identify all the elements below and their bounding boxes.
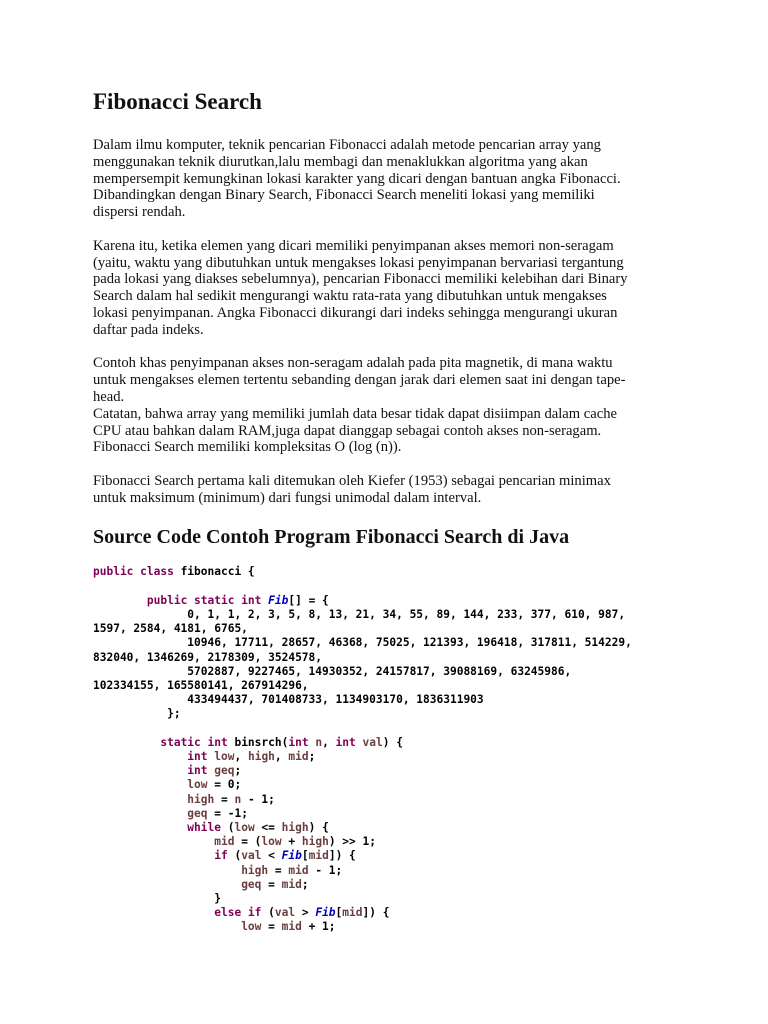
code-listing xyxy=(93,565,713,934)
code-token: n xyxy=(315,735,323,749)
code-line xyxy=(93,878,713,892)
paragraph-line: daftar pada indeks. xyxy=(93,321,204,338)
paragraph xyxy=(93,473,683,507)
document-content xyxy=(93,86,683,935)
code-token: + 1; xyxy=(301,920,336,934)
code-token: mid xyxy=(342,906,363,920)
paragraph-line: Fibonacci Search pertama kali ditemukan oleh Kiefer (1953) sebagai pencarian minimax xyxy=(93,472,611,489)
code-token: > xyxy=(295,906,316,920)
code-token: = 0; xyxy=(207,778,242,792)
code-line xyxy=(93,835,713,849)
code-token: mid xyxy=(308,849,329,863)
code-line xyxy=(93,821,713,835)
code-token xyxy=(93,807,187,820)
paragraph-line: menggunakan teknik diurutkan,lalu membagi dan menaklukkan algoritma yang akan xyxy=(93,153,588,170)
paragraph xyxy=(93,355,683,405)
code-token: mid xyxy=(281,920,302,934)
paragraph xyxy=(93,406,683,456)
code-token xyxy=(93,920,241,933)
code-token: low xyxy=(214,749,235,763)
code-token: + xyxy=(281,835,302,849)
code-line xyxy=(93,892,713,906)
code-token: ; xyxy=(301,877,309,891)
code-token: , xyxy=(322,735,336,749)
code-line xyxy=(93,679,713,693)
page-title: Fibonacci Search xyxy=(93,89,262,114)
code-line xyxy=(93,580,713,594)
code-token: high xyxy=(301,835,329,849)
code-line xyxy=(93,636,713,650)
code-token xyxy=(93,778,187,791)
paragraph-line: dispersi rendah. xyxy=(93,204,186,221)
code-line xyxy=(93,693,713,707)
code-token: val xyxy=(362,735,383,749)
code-token: = xyxy=(261,877,282,891)
code-token: = xyxy=(268,863,289,877)
section-heading: Source Code Contoh Program Fibonacci Search di Java xyxy=(93,526,570,549)
code-token: low xyxy=(241,920,262,934)
code-token: 102334155, 165580141, 267914296, xyxy=(93,678,309,692)
code-token: - 1; xyxy=(241,792,275,806)
code-line xyxy=(93,651,713,665)
code-token: mid xyxy=(288,749,309,763)
code-line xyxy=(93,608,713,622)
code-token: public class xyxy=(93,565,174,579)
code-token: <= xyxy=(254,820,282,834)
code-line xyxy=(93,565,713,579)
code-token xyxy=(93,764,187,777)
code-token xyxy=(93,594,147,607)
code-token xyxy=(93,864,241,877)
code-token: ( xyxy=(220,820,235,834)
code-token: , xyxy=(274,749,289,763)
code-token: ) >> 1; xyxy=(328,835,376,849)
code-line xyxy=(93,778,713,792)
code-token: ) { xyxy=(382,735,403,749)
code-token: [] = { xyxy=(288,593,329,607)
code-token: 10946, 17711, 28657, 46368, 75025, 121393, 196418, 317811, 514229, xyxy=(93,636,632,650)
code-token: ( xyxy=(227,849,242,863)
code-token: mid xyxy=(281,877,302,891)
body-paragraphs xyxy=(93,137,683,507)
code-line xyxy=(93,736,713,750)
paragraph-line: lokasi penyimpanan. Angka Fibonacci dikurangi dari indeks sehingga mengurangi ukuran xyxy=(93,304,618,321)
paragraph-line: Dalam ilmu komputer, teknik pencarian Fibonacci adalah metode pencarian array yang xyxy=(93,137,601,153)
code-line xyxy=(93,807,713,821)
code-token: ) { xyxy=(308,820,329,834)
paragraph xyxy=(93,137,683,221)
code-token: static int xyxy=(160,735,228,749)
paragraph-line: Search dalam hal sedikit mengurangi waktu rata-rata yang dibutuhkan untuk mengakses xyxy=(93,288,607,305)
code-token xyxy=(93,906,214,919)
code-token: geq xyxy=(241,877,262,891)
code-token: fibonacci { xyxy=(173,565,255,579)
code-token: high xyxy=(241,863,269,877)
code-token: mid xyxy=(214,835,235,849)
code-token: high xyxy=(281,820,309,834)
code-token: - 1; xyxy=(308,863,343,877)
code-token: public static int xyxy=(146,593,262,607)
code-token: n xyxy=(234,792,242,806)
code-line xyxy=(93,707,713,721)
code-token: val xyxy=(241,849,262,863)
code-token: if xyxy=(214,849,228,863)
paragraph-line: pada lokasi yang diakses sebelumnya), pencarian Fibonacci memiliki kelebihan dari Binary xyxy=(93,271,628,288)
code-token: , xyxy=(234,749,248,763)
paragraph-line: CPU atau bahkan dalam RAM,juga dapat dianggap sebagai contoh akses non-seragam. xyxy=(93,422,602,439)
code-token: 5702887, 9227465, 14930352, 24157817, 39088169, 63245986, xyxy=(93,664,572,678)
code-line xyxy=(93,906,713,920)
code-token: }; xyxy=(93,707,181,721)
code-token xyxy=(93,750,187,763)
code-token: mid xyxy=(288,863,309,877)
code-token: high xyxy=(187,792,215,806)
paragraph-line: Dibandingkan dengan Binary Search, Fibonacci Search meneliti lokasi yang memiliki xyxy=(93,187,595,204)
paragraph-line: Fibonacci Search memiliki kompleksitas O (log (n)). xyxy=(93,439,402,456)
code-token xyxy=(93,849,214,862)
paragraph xyxy=(93,238,683,339)
code-token: int xyxy=(335,735,356,749)
code-token: Fib xyxy=(315,906,336,920)
code-token: binsrch( xyxy=(227,735,289,749)
paragraph-line: untuk maksimum (minimum) dari fungsi unimodal dalam interval. xyxy=(93,489,482,506)
code-line xyxy=(93,920,713,934)
code-token: else if xyxy=(214,906,262,920)
code-token: 832040, 1346269, 2178309, 3524578, xyxy=(93,650,323,664)
code-line xyxy=(93,793,713,807)
code-token xyxy=(93,821,187,834)
code-token: geq xyxy=(214,764,235,778)
code-line xyxy=(93,750,713,764)
code-token xyxy=(93,736,160,749)
paragraph-line: head. xyxy=(93,388,125,405)
paragraph-line: untuk mengakses elemen tertentu sebanding dengan jarak dari elemen saat ini dengan tape- xyxy=(93,372,626,389)
code-token: int xyxy=(288,735,309,749)
code-token: = xyxy=(261,920,282,934)
code-token: Fib xyxy=(281,849,302,863)
code-token: int xyxy=(187,749,208,763)
paragraph-line: mempersempit kemungkinan lokasi karakter yang dicari dengan bantuan angka Fibonacci. xyxy=(93,170,621,187)
code-token: Fib xyxy=(268,593,289,607)
paragraph-line: Catatan, bahwa array yang memiliki jumlah data besar tidak dapat disiimpan dalam cache xyxy=(93,405,617,422)
code-token: low xyxy=(261,835,282,849)
code-token: low xyxy=(187,778,208,792)
code-token xyxy=(93,835,214,848)
code-token: = xyxy=(214,792,235,806)
code-token: ; xyxy=(234,764,242,778)
paragraph-line: Karena itu, ketika elemen yang dicari memiliki penyimpanan akses memori non-seragam xyxy=(93,237,614,254)
code-token: 0, 1, 1, 2, 3, 5, 8, 13, 21, 34, 55, 89, 144, 233, 377, 610, 987, xyxy=(93,607,626,621)
code-token: while xyxy=(187,820,221,834)
code-line xyxy=(93,849,713,863)
paragraph-line: Contoh khas penyimpanan akses non-seragam adalah pada pita magnetik, di mana waktu xyxy=(93,355,613,372)
code-token: ( xyxy=(261,906,275,920)
code-token: ; xyxy=(308,749,316,763)
paragraph-line: (yaitu, waktu yang dibutuhkan untuk mengakses lokasi penyimpanan bervariasi tergantung xyxy=(93,254,624,271)
code-token: val xyxy=(274,906,296,920)
code-token: ]) { xyxy=(362,906,390,920)
code-token: ]) { xyxy=(328,849,356,863)
code-token: geq xyxy=(187,806,208,820)
code-token: = ( xyxy=(234,835,262,849)
code-token: < xyxy=(261,849,282,863)
code-line xyxy=(93,622,713,636)
code-token xyxy=(93,793,187,806)
code-line xyxy=(93,722,713,736)
code-line xyxy=(93,594,713,608)
code-token: int xyxy=(187,764,208,778)
code-token: 433494437, 701408733, 1134903170, 1836311903 xyxy=(93,693,484,707)
code-token: } xyxy=(93,891,221,905)
code-token: [ xyxy=(301,849,309,863)
code-token xyxy=(93,878,241,891)
code-token: = -1; xyxy=(207,806,248,820)
code-token: low xyxy=(234,820,255,834)
code-line xyxy=(93,665,713,679)
code-token xyxy=(356,736,363,749)
code-token: high xyxy=(247,749,275,763)
code-token: [ xyxy=(335,906,343,920)
code-line xyxy=(93,864,713,878)
code-token: 1597, 2584, 4181, 6765, xyxy=(93,622,248,636)
code-line xyxy=(93,764,713,778)
